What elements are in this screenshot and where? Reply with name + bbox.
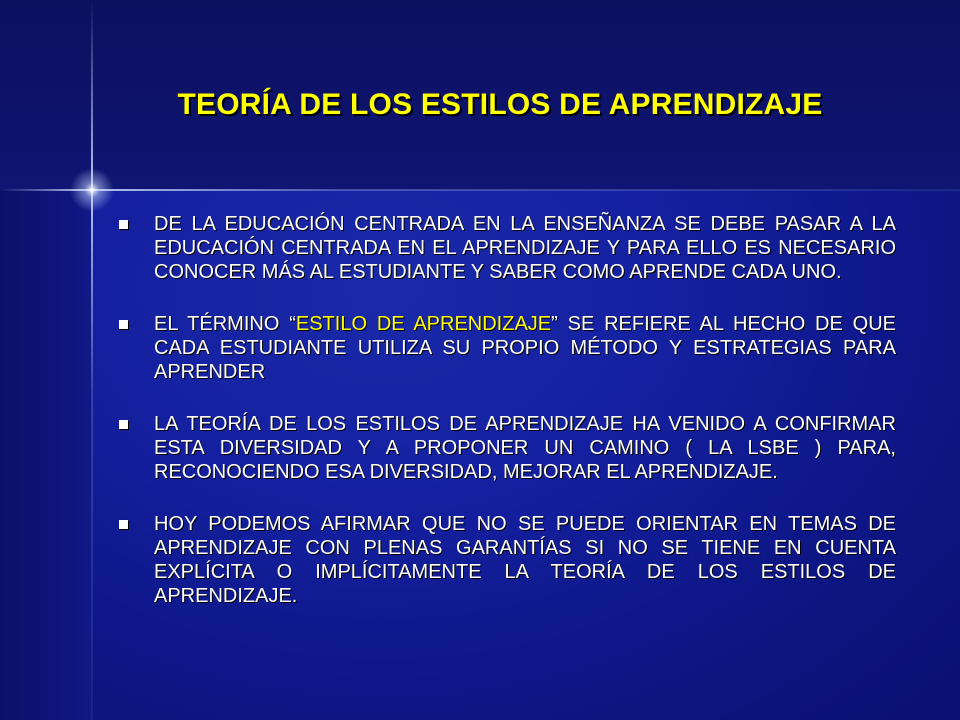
highlighted-term: ESTILO DE APRENDIZAJE bbox=[295, 313, 552, 335]
slide-title: TEORÍA DE LOS ESTILOS DE APRENDIZAJE bbox=[177, 88, 823, 121]
bullet-text-before: EL TÉRMINO “ bbox=[154, 313, 296, 335]
sparkle-icon bbox=[66, 164, 118, 216]
bullet-text-after: ” SE REFIERE AL HECHO DE QUE CADA ESTUDIANTE UTILIZA SU PROPIO MÉTODO Y ESTRATEGIAS PARA APRENDER bbox=[154, 313, 896, 383]
bullet-item-1 bbox=[118, 212, 896, 284]
left-band bbox=[0, 190, 92, 720]
bullet-text: HOY PODEMOS AFIRMAR QUE NO SE PUEDE ORIENTAR EN TEMAS DE APRENDIZAJE CON PLENAS GARANTÍAS SI NO SE TIENE EN CUENTA EXPLÍCITA O IMPLÍCITAMENTE LA TEORÍA DE LOS ESTILOS DE APRENDIZAJE. bbox=[154, 513, 896, 607]
bullet-item-3 bbox=[118, 412, 896, 484]
square-bullet-icon bbox=[119, 520, 128, 529]
horizontal-divider-line bbox=[0, 189, 960, 191]
bullet-text: DE LA EDUCACIÓN CENTRADA EN LA ENSEÑANZA SE DEBE PASAR A LA EDUCACIÓN CENTRADA EN EL APRENDIZAJE Y PARA ELLO ES NECESARIO CONOCER MÁS AL ESTUDIANTE Y SABER COMO APRENDE CADA UNO. bbox=[154, 213, 896, 283]
square-bullet-icon bbox=[119, 320, 128, 329]
vertical-divider-line bbox=[91, 0, 93, 720]
bullet-list bbox=[118, 212, 896, 636]
square-bullet-icon bbox=[119, 220, 128, 229]
bullet-item-2 bbox=[118, 312, 896, 384]
bullet-item-4 bbox=[118, 512, 896, 608]
square-bullet-icon bbox=[119, 420, 128, 429]
bullet-text: LA TEORÍA DE LOS ESTILOS DE APRENDIZAJE HA VENIDO A CONFIRMAR ESTA DIVERSIDAD Y A PROPONER UN CAMINO ( LA LSBE ) PARA, RECONOCIENDO ESA DIVERSIDAD, MEJORAR EL APRENDIZAJE. bbox=[154, 413, 896, 483]
